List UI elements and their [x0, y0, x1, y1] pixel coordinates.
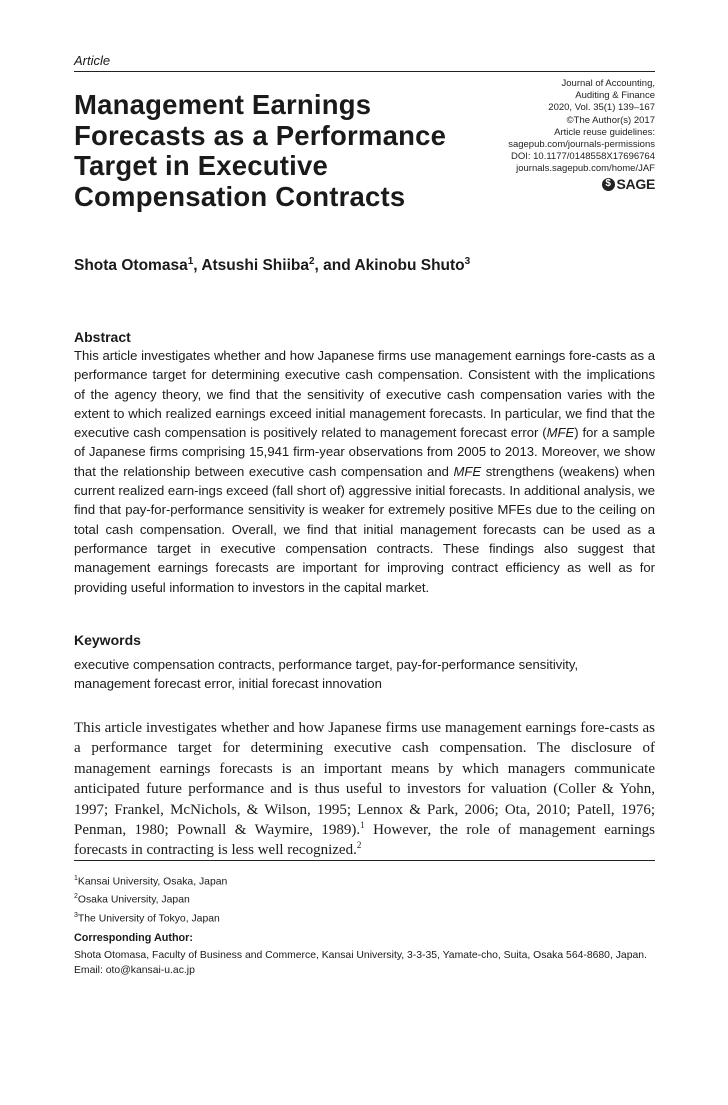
sage-dollar-icon: $ [602, 178, 615, 191]
body-segment: This article investigates whether and how Japanese firms use management earnings fore-casts as a performance target for determining executive cash compensation. The disclosure of management earnings forecasts is an important means by which managers communicate anticipated future performance and is thus useful to investors for valuation (Coller & Yohn, 1997; Frankel, McNichols, & Wilson, 1995; Lennox & Park, 2006; Ota, 2010; Patell, 1976; Penman, 1980; Pownall & Waymire, 1989). [74, 720, 655, 839]
footnote-divider [74, 860, 655, 861]
author-separator: , [193, 257, 202, 275]
author-affiliation-mark: 3 [464, 256, 471, 267]
abstract-segment: This article investigates whether and how Japanese firms use management earnings fore-casts as a performance target for determining executive cash compensation. Consistent with the implications of the agency theory, we find that the sensitivity of executive cash compensation varies with the extent to which realized earnings exceed initial management forecasts. In particular, we find that the executive cash compensation is positively related to management forecast error ( [74, 348, 655, 441]
body-paragraph [74, 718, 655, 861]
affiliation-text: The University of Tokyo, Japan [77, 913, 220, 925]
author-name: Atsushi Shiiba [201, 257, 309, 275]
author-affiliation-mark: 2 [308, 256, 315, 267]
corresponding-author-details [74, 948, 664, 978]
abstract-heading: Abstract [74, 329, 131, 345]
keywords-heading: Keywords [74, 632, 141, 648]
doi-line[interactable]: DOI: 10.1177/0148558X17696764 [510, 151, 655, 163]
abstract-text [74, 346, 655, 597]
abstract-emphasis: MFE [453, 463, 482, 479]
affiliation-number: 3 [74, 911, 78, 919]
journal-info-line: ©The Author(s) 2017 [566, 114, 655, 126]
sage-logo-text: SAGE [616, 176, 655, 193]
header-divider [74, 71, 655, 72]
journal-homepage-line[interactable]: journals.sagepub.com/home/JAF [516, 163, 655, 175]
abstract-segment: ) for a sample of Japanese firms comprising 15,941 firm-year observations from 2005 to 2013. Moreover, we show that the relationship between executive cash compensation and [74, 425, 655, 479]
journal-info-line: Auditing & Finance [575, 90, 655, 102]
affiliation-item [74, 889, 227, 907]
affiliation-text: Kansai University, Osaka, Japan [77, 876, 228, 888]
author-list [74, 256, 470, 275]
author-name: Shota Otomasa [74, 257, 188, 275]
keywords-text: executive compensation contracts, performance target, pay-for-performance sensitivity, management forecast error, initial forecast innovation [74, 657, 579, 692]
journal-info-line: Article reuse guidelines: [554, 126, 655, 138]
journal-info-line[interactable]: sagepub.com/journals-permissions [508, 139, 655, 151]
author-affiliation-mark: 1 [187, 256, 194, 267]
author-name: Akinobu Shuto [354, 257, 465, 275]
footnote-marker[interactable]: 1 [360, 820, 365, 831]
affiliation-number: 1 [74, 875, 78, 882]
corresponding-author-heading: Corresponding Author: [74, 932, 193, 944]
sage-logo [602, 178, 655, 191]
article-type-label: Article [74, 53, 111, 68]
affiliation-text: Osaka University, Japan [77, 894, 190, 906]
corresponding-email[interactable]: Email: oto@kansai-u.ac.jp [74, 965, 195, 977]
abstract-segment: strengthens (weakens) when current realized earn-ings exceed (fall short of) aggressive initial forecasts. In additional analysis, we find that pay-for-performance sensitivity is weaker for extremely positive MFEs due to the ceiling on total cash compensation. Overall, we find that initial management forecasts can be used as a performance target in executive compensation contracts. These findings also suggest that management earnings forecasts are important for improving contract efficiency as well as for providing useful information to investors in the capital market. [74, 463, 655, 595]
affiliation-number: 2 [74, 893, 78, 901]
paper-title: Management Earnings Forecasts as a Performance Target in Executive Compensation Contracts [74, 89, 447, 212]
abstract-emphasis: MFE [546, 425, 575, 441]
journal-info-line: 2020, Vol. 35(1) 139–167 [548, 102, 655, 114]
affiliation-item [74, 908, 227, 926]
footnote-marker[interactable]: 2 [356, 840, 362, 851]
affiliation-list [74, 871, 227, 926]
journal-info-line: Journal of Accounting, [561, 78, 655, 89]
body-segment: However, the role of management earnings forecasts in contracting is less well recognized. [74, 822, 655, 859]
affiliation-item [74, 871, 227, 889]
author-separator: , and [314, 257, 355, 275]
corresponding-address: Shota Otomasa, Faculty of Business and Commerce, Kansai University, 3-3-35, Yamate-cho, Suita, Osaka 564-8680, Japan. [74, 950, 647, 961]
